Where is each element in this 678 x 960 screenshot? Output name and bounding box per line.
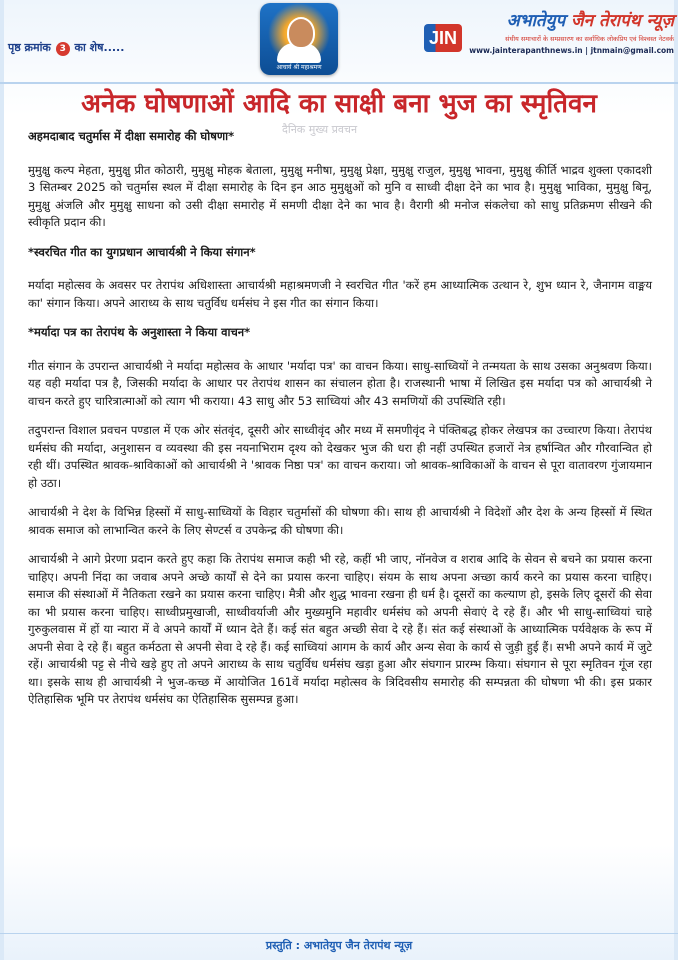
page-continuation-prefix: पृष्ठ क्रमांक — [8, 41, 55, 54]
brand-name — [444, 8, 674, 32]
paragraph-chaturmas: आचार्यश्री ने देश के विभिन्न हिस्सों में साधु-साध्वियों के विहार चतुर्मासों की घोषणा की। साथ ही आचार्यश्री ने विदेशों और देश के अन्य हिस्सों में स्थित श्रावक समाज को लाभान्वित करने के लिए सेण्टर्स व उपकेन्द्र की घोषणा की। — [28, 505, 652, 537]
subheading-diksha: अहमदाबाद चतुर्मास में दीक्षा समारोह की घोषणा* — [28, 129, 235, 143]
brand-block — [424, 6, 674, 72]
article-title: अनेक घोषणाओं आदि का साक्षी बना भुज का स्मृतिवन — [81, 89, 597, 119]
portrait-icon — [287, 17, 315, 49]
acharya-logo-badge — [260, 3, 338, 75]
brand-name-red: जैन तेरापंथ न्यूज़ — [571, 11, 674, 31]
paragraph-prerna: आचार्यश्री ने आगे प्रेरणा प्रदान करते हुए कहा कि तेरापंथ समाज कही भी रहे, कहीं भी जाए, नॉनवेज व शराब आदि के सेवन से बचने का प्रयास करना चाहिए। अपनी निंदा का जवाब अपने अच्छे कार्यों से देने का प्रयास करना चाहिए। संयम के साथ अपना अच्छा कार्य करने का प्रयास करना चाहिए। समाज की संस्थाओं में नैतिकता रखने का प्रयास करना चाहिए। मैत्री और शुद्ध भावना रखना ही धर्म है। दूसरों का कल्याण हो, इसके लिए दूसरों की सेवा का भी प्रयास करना चाहिए। साध्वीप्रमुखाजी, साध्वीवर्याजी और मुख्यमुनि महावीर धर्मसंघ को अपनी सेवाएं दे रहे हैं। और भी साधु-साध्वियां चाहे गुरुकुलवास में हों या न्यारा में वे अपने कार्यों में ध्यान देते हैं। कई संत बहुत अच्छी सेवा दे रहे हैं। संत कई संस्थाओं के आध्यात्मिक पर्यवेक्षक के रूप में अपनी सेवा दे रहे हैं। बहुत कर्मठता से अपनी सेवा दे रहे हैं। कई साध्वियां आगम के कार्य और अन्य सेवा के कार्य से जुड़ी हुई हैं। सभी अपने कार्य में जुटे रहें। आचार्यश्री पट्ट से नीचे खड़े हुए तो अपने आराध्य के साथ चतुर्विध धर्मसंघ खड़ा हुआ और संघगान प्रारम्भ किया। संघगान से पूरा स्मृतिवन गूंज रहा था। इसके साथ ही आचार्यश्री ने भुज-कच्छ में आयोजित 161वें मर्यादा महोत्सव के त्रिदिवसीय समारोह की सम्पन्नता की घोषणा भी की। इस प्रकार ऐतिहासिक भूमि पर तेरापंथ धर्मसंघ का ऐतिहासिक सुसम्पन्न हुआ। — [28, 552, 652, 706]
footer-credit: प्रस्तुति : अभातेयुप जैन तेरापंथ न्यूज़ — [265, 939, 413, 952]
page-continuation-suffix: का शेष..... — [70, 41, 125, 54]
brand-name-blue: अभातेयुप — [506, 11, 572, 31]
paragraph-geet: मर्यादा महोत्सव के अवसर पर तेरापंथ अधिशास्ता आचार्यश्री महाश्रमणजी ने स्वरचित गीत 'करें हम आध्यात्मिक उत्थान रे, शुभ ध्यान रे, जैनागम वाङ्मय का' संगान किया। अपने आराध्य के साथ चतुर्विध धर्मसंघ ने इस गीत का संगान किया। — [28, 278, 652, 310]
brand-tagline: संघीय समाचारों के सम्प्रसारण का सर्वाधिक लोकप्रिय एवं विश्वस्त नेटवर्क — [505, 35, 674, 43]
page-continuation — [8, 40, 124, 56]
subheading-geet: *स्वरचित गीत का युगप्रधान आचार्यश्री ने किया संगान* — [28, 244, 256, 259]
subheading-maryada-patra: *मर्यादा पत्र का तेरापंथ के अनुशास्ता ने किया वाचन* — [28, 325, 251, 339]
paragraph-lekhpatra: तदुपरान्त विशाल प्रवचन पण्डाल में एक ओर संतवृंद, दूसरी ओर साध्वीवृंद और मध्य में समणीवृंद ने पंक्तिबद्ध होकर लेखपत्र का उच्चारण किया। तेरापंथ धर्मसंघ की मर्यादा, अनुशासन व व्यवस्था की इस नयनाभिराम दृश्य को देखकर भुज की धरा ही नहीं उपस्थित हजारों नेत्र हर्षान्वित और गौरवान्वित हो रही थीं। उपस्थित श्रावक-श्राविकाओं को आचार्यश्री ने 'श्रावक निष्ठा पत्र' का वाचन कराया। जो श्रावक-श्राविकाओं के वाचन से पूरा वातावरण गुंजायमान हो उठा। — [28, 423, 652, 490]
left-border-strip — [0, 0, 4, 960]
logo-caption: आचार्य श्री महाश्रमण — [276, 64, 322, 71]
watermark-text: दैनिक मुख्य प्रवचन — [282, 123, 358, 136]
footer-divider — [0, 933, 678, 934]
article-body — [28, 128, 652, 721]
paragraph-diksha: मुमुक्षु कल्प मेहता, मुमुक्षु प्रीत कोठारी, मुमुक्षु मोहक बेताला, मुमुक्षु मनीषा, मुमुक्षु प्रेक्षा, मुमुक्षु राजुल, मुमुक्षु भावना, मुमुक्षु कीर्ति भाद्रव शुक्ला एकादशी 3 सितम्बर 2025 को चतुर्मास स्थल में दीक्षा समारोह के दिन इन आठ मुमुक्षुओं को मुनि व साध्वी दीक्षा देने का भाव है। मुमुक्षु भाविका, मुमुक्षु बिनू, मुमुक्षु अंजलि और मुमुक्षु साधना को उसी दीक्षा समारोह में समणी दीक्षा देने का भाव है। वैरागी श्री मनोज संकलेचा को साधु प्रतिक्रमण सीखने की स्वीकृति प्रदान की। — [28, 162, 652, 229]
page-number-badge: 3 — [56, 42, 70, 56]
header-divider — [0, 82, 678, 84]
right-border-strip — [674, 0, 678, 960]
jin-logo-icon: JIN — [424, 24, 462, 52]
brand-website[interactable]: www.jainterapanthnews.in | jtnmain@gmail.com — [469, 46, 674, 55]
paragraph-maryada-patra: गीत संगान के उपरान्त आचार्यश्री ने मर्यादा महोत्सव के आधार 'मर्यादा पत्र' का वाचन किया। साधु-साध्वियों ने तन्मयता के साथ उसका अनुश्रवण किया। यह वही मर्यादा पत्र है, जिसकी मर्यादा के आधार पर तेरापंथ शासन का संचालन होता है। राजस्थानी भाषा में लिखित इस मर्यादा पत्र को आचार्यश्री ने वाचन करते हुए चारित्रात्माओं को त्याग भी कराया। 43 साधु और 53 साध्वियां और 43 समणियों की उपस्थिति रही। — [28, 358, 652, 408]
page-header — [0, 0, 678, 80]
